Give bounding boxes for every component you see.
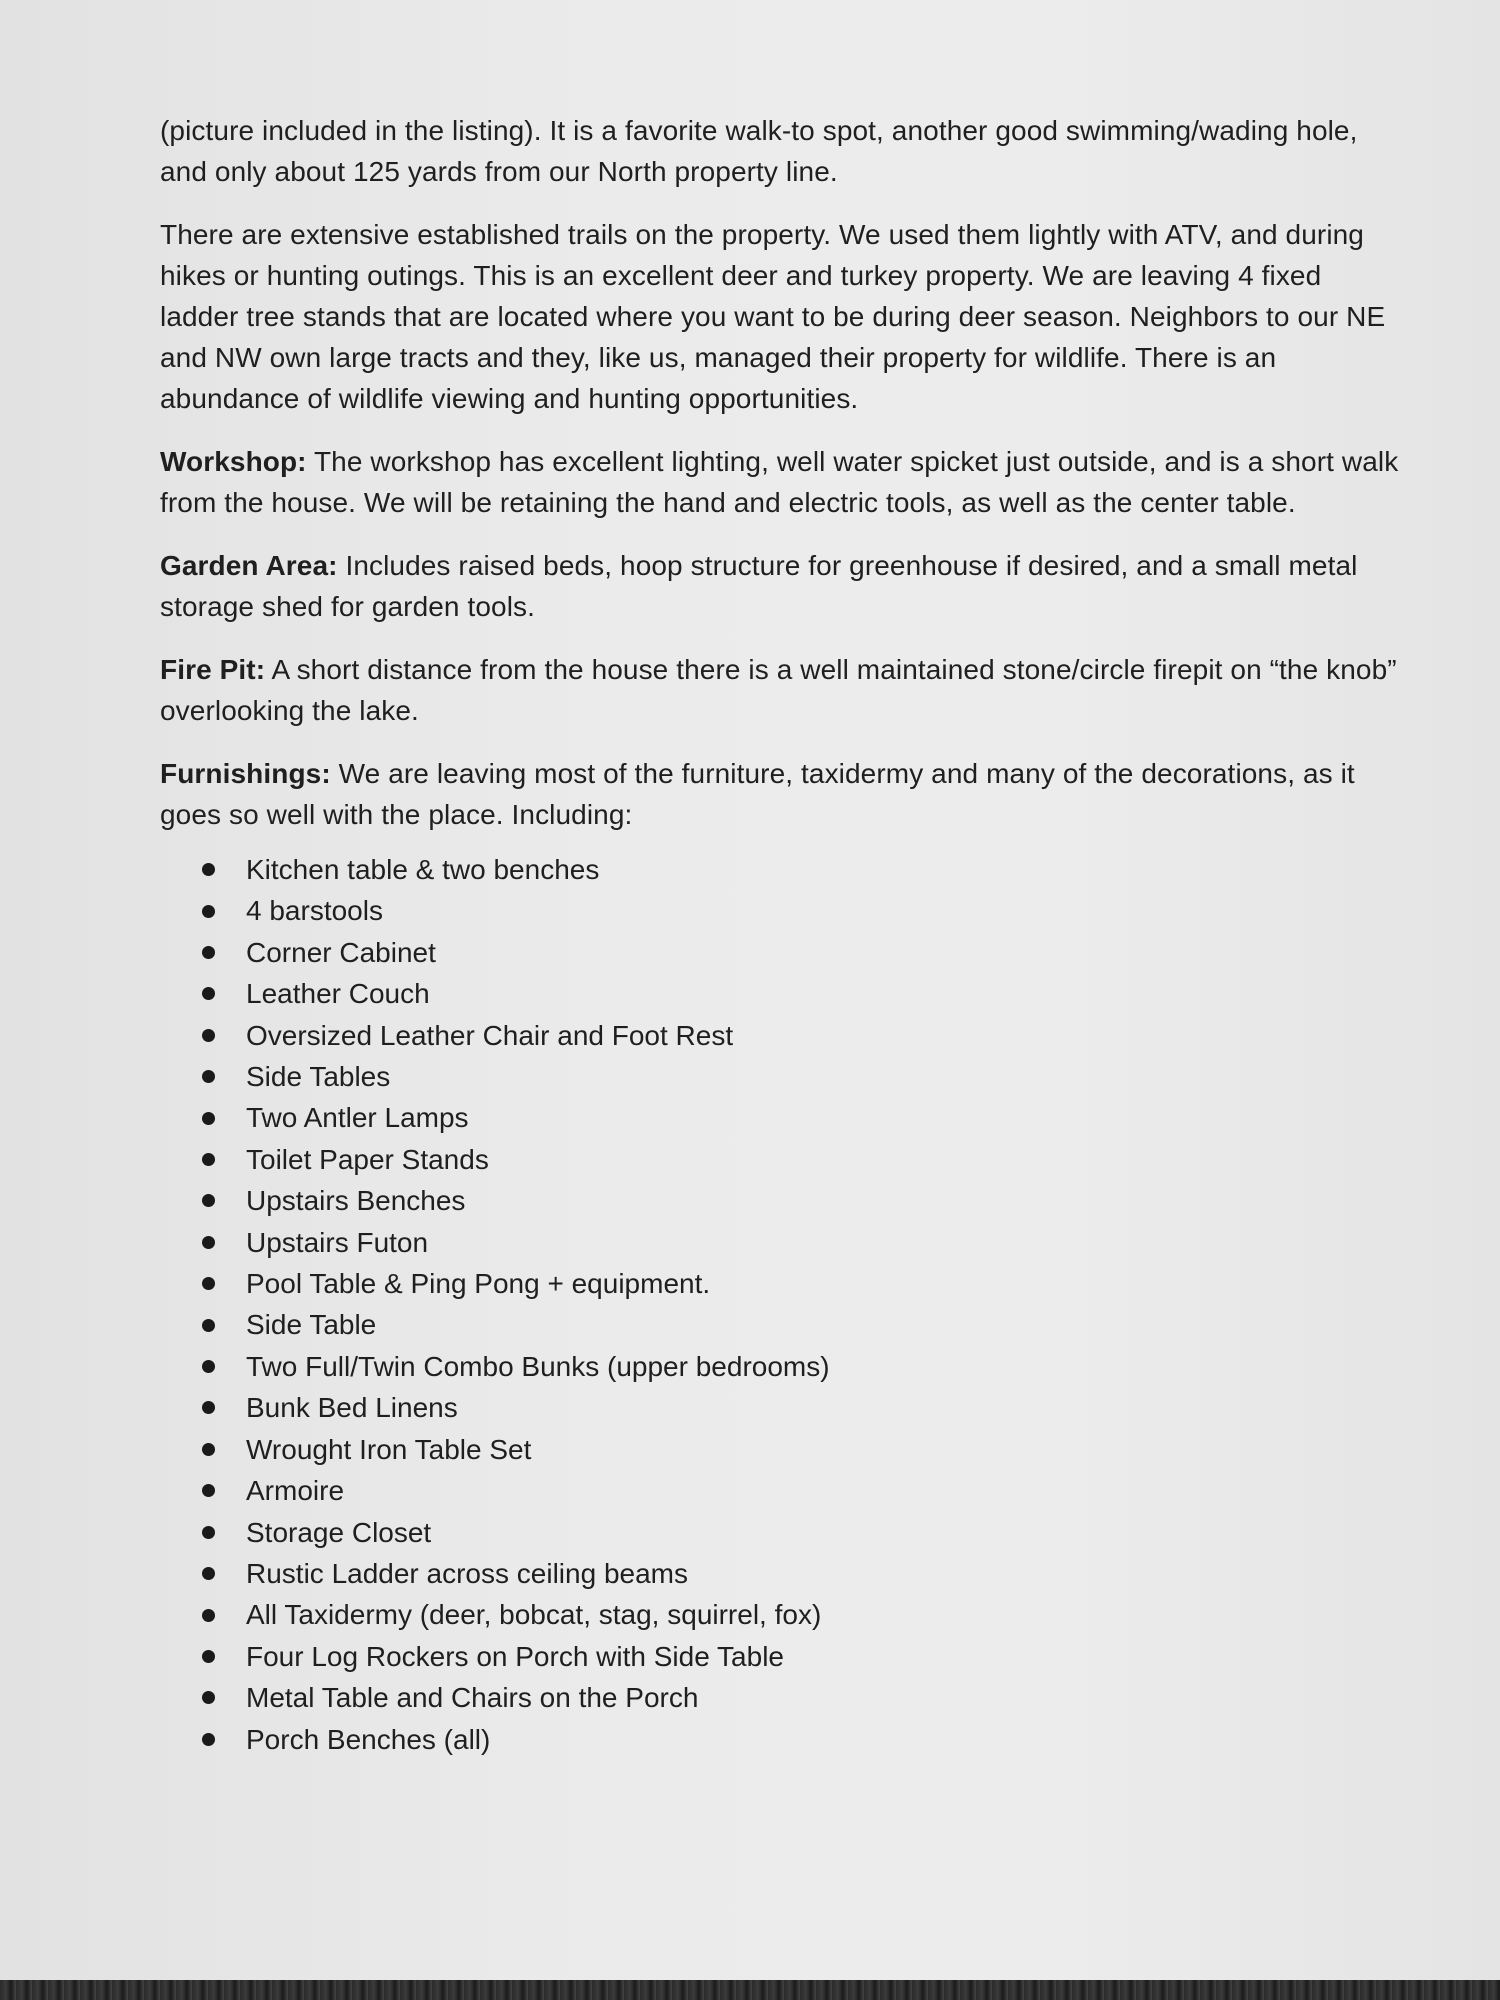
list-item-label: Oversized Leather Chair and Foot Rest	[246, 1019, 734, 1051]
fire-pit-heading: Fire Pit:	[160, 654, 266, 685]
document-body	[160, 110, 1400, 1760]
bullet-icon	[202, 987, 215, 1000]
list-item	[202, 1180, 1400, 1221]
list-item	[202, 1636, 1400, 1677]
list-item	[202, 1719, 1400, 1760]
bullet-icon	[202, 1733, 215, 1746]
bullet-icon	[202, 1526, 215, 1539]
list-item	[202, 1346, 1400, 1387]
list-item	[202, 973, 1400, 1014]
list-item-label: Storage Closet	[246, 1516, 432, 1548]
bullet-icon	[202, 1236, 215, 1249]
list-item-label: Bunk Bed Linens	[246, 1392, 458, 1424]
furnishings-heading: Furnishings:	[160, 758, 331, 789]
bullet-icon	[202, 1650, 215, 1663]
list-item	[202, 1056, 1400, 1097]
list-item-label: Wrought Iron Table Set	[246, 1433, 532, 1465]
bullet-icon	[202, 863, 215, 876]
bullet-icon	[202, 1401, 215, 1414]
bullet-icon	[202, 1194, 215, 1207]
list-item	[202, 1429, 1400, 1470]
list-item	[202, 890, 1400, 931]
list-item-label: Two Antler Lamps	[246, 1102, 469, 1134]
list-item-label: Rustic Ladder across ceiling beams	[246, 1557, 688, 1589]
paragraph-garden-area	[160, 545, 1400, 627]
garden-area-heading: Garden Area:	[160, 550, 338, 581]
list-item-label: All Taxidermy (deer, bobcat, stag, squirrel, fox)	[246, 1599, 822, 1631]
bullet-icon	[202, 1319, 215, 1332]
list-item	[202, 849, 1400, 890]
table-surface	[0, 1980, 1500, 2000]
list-item	[202, 1387, 1400, 1428]
bullet-icon	[202, 1153, 215, 1166]
bullet-icon	[202, 946, 215, 959]
bullet-icon	[202, 1484, 215, 1497]
bullet-icon	[202, 1112, 215, 1125]
list-item-label: Side Table	[246, 1309, 377, 1341]
bullet-icon	[202, 1029, 215, 1042]
list-item-label: Toilet Paper Stands	[246, 1143, 489, 1175]
paragraph-workshop	[160, 441, 1400, 523]
list-item-label: Armoire	[246, 1475, 345, 1507]
list-item	[202, 1263, 1400, 1304]
paragraph-swimming-hole	[160, 110, 1400, 192]
bullet-icon	[202, 1360, 215, 1373]
list-item-label: Leather Couch	[246, 978, 430, 1010]
list-item-label: Corner Cabinet	[246, 936, 436, 968]
list-item	[202, 1139, 1400, 1180]
list-item-label: Side Tables	[246, 1061, 391, 1093]
list-item	[202, 932, 1400, 973]
paragraph-trails	[160, 214, 1400, 419]
list-item	[202, 1097, 1400, 1138]
list-item-label: Upstairs Futon	[246, 1226, 429, 1258]
bullet-icon	[202, 1609, 215, 1622]
workshop-heading: Workshop:	[160, 446, 307, 477]
list-item-label: Four Log Rockers on Porch with Side Table	[246, 1640, 784, 1672]
list-item	[202, 1512, 1400, 1553]
list-item-label: 4 barstools	[246, 895, 383, 927]
list-item	[202, 1677, 1400, 1718]
list-item	[202, 1470, 1400, 1511]
fire-pit-text: A short distance from the house there is a well maintained stone/circle firepit on “the knob” overlooking the lake.	[160, 654, 1397, 726]
paragraph-text: There are extensive established trails on the property. We used them lightly with ATV, and during hikes or hunting outings. This is an excellent deer and turkey property. We are leaving 4 fixed ladder tree stands that are located where you want to be during deer season. Neighbors to our NE and NW own large tracts and they, like us, managed their property for wildlife. There is an abundance of wildlife viewing and hunting opportunities.	[160, 219, 1386, 414]
list-item-label: Upstairs Benches	[246, 1185, 466, 1217]
list-item	[202, 1553, 1400, 1594]
list-item	[202, 1594, 1400, 1635]
bullet-icon	[202, 905, 215, 918]
bullet-icon	[202, 1277, 215, 1290]
bullet-icon	[202, 1443, 215, 1456]
furnishings-text: We are leaving most of the furniture, taxidermy and many of the decorations, as it goes so well with the place. Including:	[160, 758, 1355, 830]
list-item-label: Kitchen table & two benches	[246, 854, 600, 885]
bullet-icon	[202, 1567, 215, 1580]
paragraph-fire-pit	[160, 649, 1400, 731]
list-item	[202, 1222, 1400, 1263]
list-item	[202, 1015, 1400, 1056]
garden-area-text: Includes raised beds, hoop structure for greenhouse if desired, and a small metal storage shed for garden tools.	[160, 550, 1358, 622]
workshop-text: The workshop has excellent lighting, well water spicket just outside, and is a short walk from the house. We will be retaining the hand and electric tools, as well as the center table.	[160, 446, 1399, 518]
list-item	[202, 1304, 1400, 1345]
list-item-label: Metal Table and Chairs on the Porch	[246, 1682, 699, 1714]
paragraph-furnishings	[160, 753, 1400, 835]
list-item-label: Porch Benches (all)	[246, 1723, 491, 1755]
list-item-label: Pool Table & Ping Pong + equipment.	[246, 1268, 711, 1300]
bullet-icon	[202, 1070, 215, 1083]
paragraph-text: (picture included in the listing). It is a favorite walk-to spot, another good swimming/wading hole, and only about 125 yards from our North property line.	[160, 115, 1358, 187]
bullet-icon	[202, 1691, 215, 1704]
list-item-label: Two Full/Twin Combo Bunks (upper bedrooms)	[246, 1350, 830, 1382]
furnishings-list	[160, 849, 1400, 1760]
